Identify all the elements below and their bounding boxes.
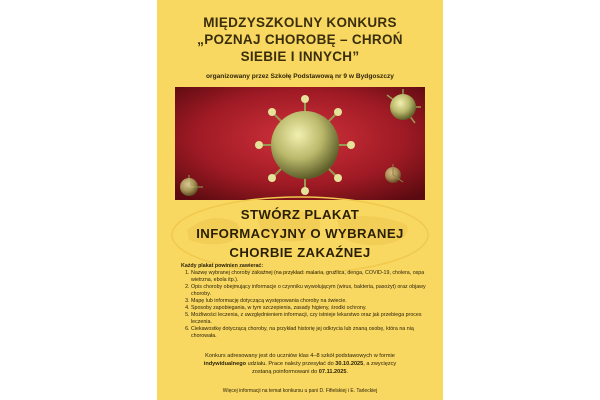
poster-headline <box>157 205 443 262</box>
rule-item: 5. Możliwości leczenia, z uwzględnieniem informacji, czy istnieje lekarstwo oraz jak przebiega proces leczenia. <box>191 312 429 326</box>
virus-large <box>255 95 355 195</box>
details-line-1: Konkurs adresowany jest do uczniów klas 4–8 szkół podstawowych w formie <box>205 353 395 359</box>
details-text: zostaną poinformowani do <box>251 369 319 375</box>
individual-emphasis: indywidualnego <box>203 361 247 367</box>
rules-intro: Każdy plakat powinien zawierać: <box>181 263 264 269</box>
virus-image <box>175 87 425 200</box>
rule-item: 4. Sposoby zapobiegania, w tym szczepienia, zasady higieny, środki ochrony. <box>191 305 429 312</box>
headline-line-1: STWÓRZ PLAKAT <box>240 207 360 222</box>
organizer-text: organizowany przez Szkołę Podstawową nr 9 w Bydgoszczy <box>206 73 394 80</box>
details-text: . <box>346 369 349 375</box>
headline-line-2: INFORMACYJNY O WYBRANEJ <box>196 226 404 241</box>
more-info-text: Więcej informacji na temat konkursu u pani D. Fifielskiej i E. Tarleckiej <box>222 388 378 394</box>
contest-poster <box>157 0 443 400</box>
title-line-1: MIĘDZYSZKOLNY KONKURS <box>203 15 397 30</box>
title-line-3: SIEBIE I INNYCH” <box>240 49 360 64</box>
rules-list <box>175 270 429 340</box>
rules-section <box>175 263 429 340</box>
contest-details <box>157 352 443 376</box>
details-line-2 <box>157 360 443 368</box>
rule-item: 3. Mapę lub informację dotyczącą występowania choroby na świecie. <box>191 298 429 305</box>
rule-item: 1. Nazwę wybranej choroby zakaźnej (na przykład: malaria, gruźlica, denga, COVID-19, cholera, ospa wietrzna, ebola itp.). <box>191 270 429 284</box>
results-date: 07.11.2025 <box>318 369 347 375</box>
details-line-3 <box>157 368 443 376</box>
rule-item: 2. Opis choroby obejmujący informacje o czynniku wywołującym (wirus, bakteria, pasożyt) oraz objawy choroby. <box>191 284 429 298</box>
headline-line-3: CHORBIE ZAKAŹNEJ <box>229 245 371 260</box>
title-line-2: „POZNAJ CHOROBĘ – CHROŃ <box>197 32 403 47</box>
deadline-date: 30.10.2025 <box>335 361 364 367</box>
rule-item: 6. Ciekawostkę dotyczącą choroby, na przykład historię jej odkrycia lub znaną osobę, która na nią chorowała. <box>191 326 429 340</box>
poster-title <box>157 14 443 65</box>
details-text: udziału. Prace należy przesyłać do <box>246 361 336 367</box>
details-text: , a zwycięzcy <box>363 361 397 367</box>
